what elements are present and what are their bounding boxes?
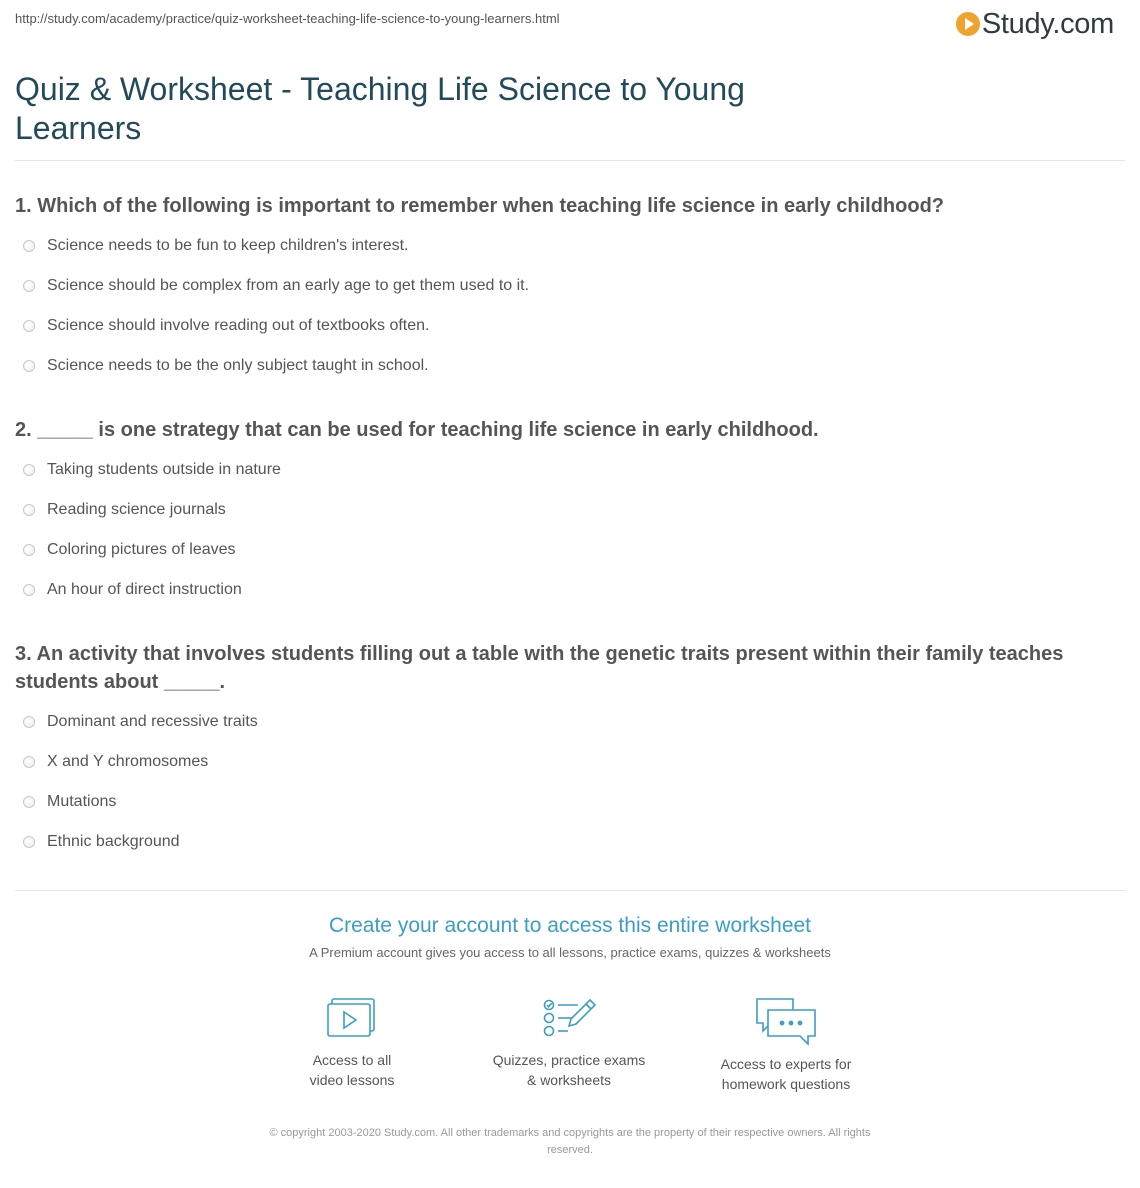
logo-text: Study.com (981, 8, 1114, 40)
copyright-footer (210, 1125, 930, 1159)
answer-label: Science needs to be the only subject taught in school. (47, 357, 429, 374)
video-lessons-icon (325, 996, 379, 1042)
radio-button[interactable] (23, 796, 35, 808)
feature-label-line: Access to all (312, 1052, 392, 1068)
answer-option[interactable] (23, 541, 236, 559)
answer-option[interactable] (23, 713, 258, 731)
radio-button[interactable] (23, 584, 35, 596)
radio-button[interactable] (23, 240, 35, 252)
answer-option[interactable] (23, 461, 281, 479)
answer-label: An hour of direct instruction (47, 581, 242, 598)
answer-label: Reading science journals (47, 501, 226, 518)
question-1: 1. Which of the following is important to remember when teaching life science in early childhood? (15, 195, 945, 217)
radio-button[interactable] (23, 464, 35, 476)
feature-label-line: Quizzes, practice exams (492, 1052, 646, 1068)
feature-label-line: video lessons (309, 1072, 395, 1088)
answer-label: Mutations (47, 793, 117, 810)
answer-label: Taking students outside in nature (47, 461, 281, 478)
answer-option[interactable] (23, 317, 429, 335)
feature-video-lessons (262, 996, 442, 1090)
question-2: 2. _____ is one strategy that can be used for teaching life science in early childhood. (15, 419, 819, 441)
radio-button[interactable] (23, 716, 35, 728)
page-title: Quiz & Worksheet - Teaching Life Science to Young Learners (15, 71, 745, 146)
answer-option[interactable] (23, 793, 116, 811)
create-account-link[interactable]: Create your account to access this entire worksheet (328, 914, 812, 937)
feature-experts (696, 996, 876, 1094)
answer-option[interactable] (23, 277, 529, 295)
feature-label-line: & worksheets (526, 1072, 612, 1088)
answer-label: Ethnic background (47, 833, 180, 850)
copyright-line: © copyright 2003-2020 Study.com. All other trademarks and copyrights are the property of their respective owners. All rights (269, 1127, 871, 1139)
section-divider (15, 890, 1125, 891)
radio-button[interactable] (23, 504, 35, 516)
answer-option[interactable] (23, 833, 180, 851)
radio-button[interactable] (23, 280, 35, 292)
answer-label: Science should be complex from an early age to get them used to it. (47, 277, 530, 294)
radio-button[interactable] (23, 360, 35, 372)
quiz-checklist-icon (540, 996, 598, 1042)
answer-label: Science needs to be fun to keep children's interest. (47, 237, 409, 254)
answer-option[interactable] (23, 237, 409, 255)
question-3: 3. An activity that involves students filling out a table with the genetic traits present within their family teaches students about _____. (15, 643, 1064, 693)
premium-description: A Premium account gives you access to all lessons, practice exams, quizzes & worksheets (309, 945, 831, 960)
play-circle-icon (956, 12, 980, 36)
radio-button[interactable] (23, 544, 35, 556)
answer-label: Science should involve reading out of textbooks often. (47, 317, 430, 334)
radio-button[interactable] (23, 836, 35, 848)
study-logo[interactable] (956, 9, 1114, 39)
feature-label-line: homework questions (721, 1076, 851, 1092)
feature-label-line: Access to experts for (720, 1056, 852, 1072)
answer-option[interactable] (23, 581, 242, 599)
answer-label: Coloring pictures of leaves (47, 541, 236, 558)
feature-quizzes (479, 996, 659, 1090)
chat-bubbles-icon (754, 996, 818, 1046)
radio-button[interactable] (23, 756, 35, 768)
answer-option[interactable] (23, 357, 429, 375)
radio-button[interactable] (23, 320, 35, 332)
answer-option[interactable] (23, 753, 208, 771)
copyright-line: reserved. (547, 1144, 593, 1156)
answer-option[interactable] (23, 501, 226, 519)
answer-label: X and Y chromosomes (47, 753, 209, 770)
page-url: http://study.com/academy/practice/quiz-worksheet-teaching-life-science-to-young-learners.html (15, 11, 560, 26)
answer-label: Dominant and recessive traits (47, 713, 258, 730)
title-divider (15, 160, 1125, 161)
